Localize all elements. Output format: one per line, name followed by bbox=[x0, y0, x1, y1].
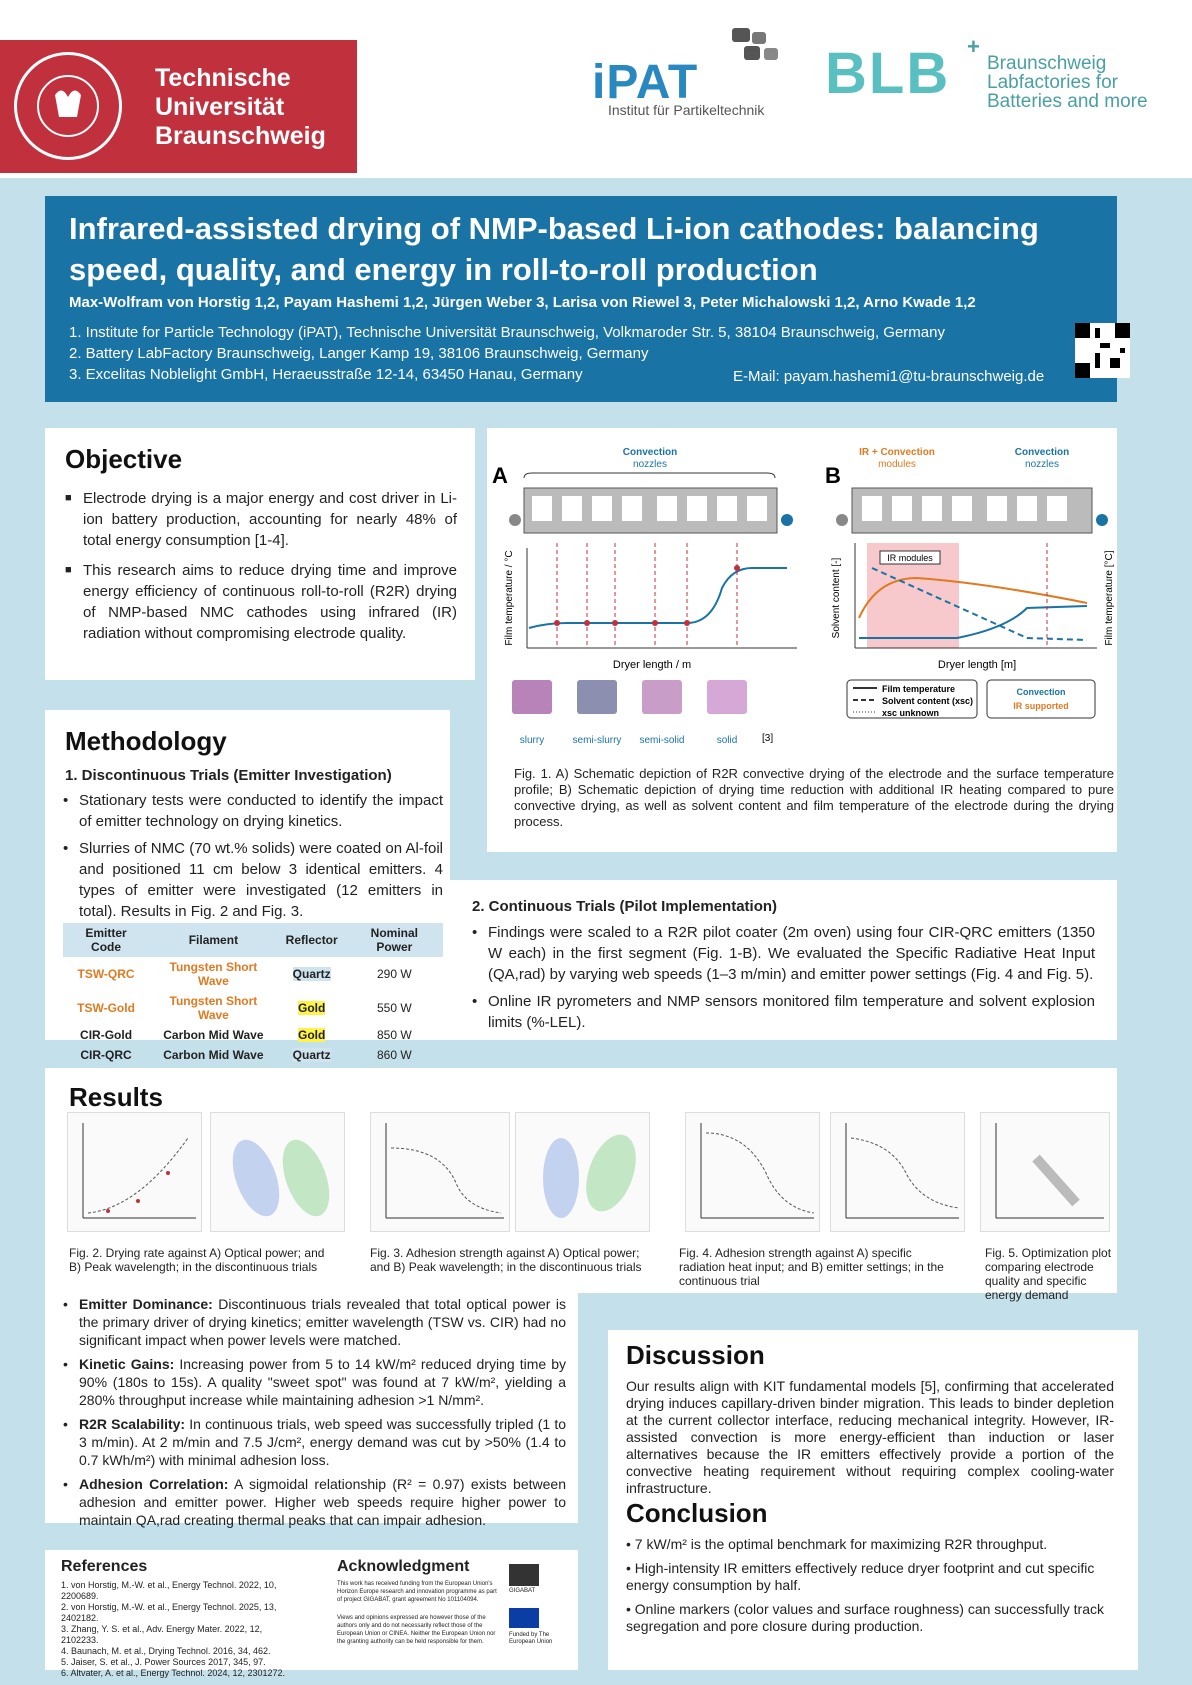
objective-heading: Objective bbox=[65, 444, 183, 474]
acknowledgment-heading: Acknowledgment bbox=[337, 1558, 470, 1575]
reference-item: 4. Baunach, M. et al., Drying Technol. 2016, 34, 462. bbox=[61, 1646, 271, 1656]
fig1-panel-a: A bbox=[492, 463, 508, 488]
methodology-bullet-2: • Slurries of NMC (70 wt.% solids) were coated on Al-foil and positioned 11 cm below 3 identical emitters. 4 types of emitter were investigated (12 emitters in total). Results in Fig. 2 and Fig. 3. bbox=[61, 838, 443, 922]
methodology-bullet-1: • Stationary tests were conducted to identify the impact of emitter technology on drying kinetics. bbox=[61, 790, 443, 832]
fig1-legend-unknown: xsc unknown bbox=[882, 708, 940, 718]
tu-name-line3: Braunschweig bbox=[155, 122, 326, 150]
gigabat-logo-icon bbox=[509, 1564, 539, 1586]
discussion-text: Our results align with KIT fundamental models [5], confirming that accelerated drying induces capillary-driven binder migration. This leads to binder depletion at the current collector interface, reducing mechanical integrity. However, IR-assisted convection is more energy-efficient than induction or laser alternatives because the IR emitters effectively provide a portion of the convective heating requirement without requiring complex cooling-water infrastructure. bbox=[626, 1378, 1114, 1496]
ipat-wordmark: iPAT bbox=[592, 56, 699, 109]
fig5-caption: Fig. 5. Optimization plot comparing electrode quality and specific energy demand bbox=[985, 1246, 1112, 1302]
references-heading: References bbox=[61, 1558, 148, 1575]
blb-subtitle-line3: Batteries and more bbox=[987, 91, 1148, 112]
eu-funded-label: Funded by The European Union bbox=[509, 1632, 553, 1645]
fig3-caption: Fig. 3. Adhesion strength against A) Optical power; and B) Peak wavelength; in the discontinuous trials bbox=[370, 1246, 642, 1274]
fig5-plot bbox=[980, 1112, 1110, 1232]
contact-email[interactable]: E-Mail: payam.hashemi1@tu-braunschweig.de bbox=[733, 368, 1045, 385]
fig3b-plot bbox=[515, 1112, 650, 1232]
conclusion-bullet: • High-intensity IR emitters effectively reduce dryer footprint and cut specific energy consumption by half. bbox=[626, 1560, 1095, 1593]
table-row: CIR-Gold Carbon Mid Wave Gold 850 W bbox=[80, 1028, 412, 1042]
title-box bbox=[45, 196, 1117, 402]
fig1-a-convection: Convection bbox=[622, 447, 678, 458]
reference-item: 6. Altvater, A. et al., Energy Technol. 2024, 12, 2301272. bbox=[61, 1668, 285, 1678]
table-row: TSW-Gold Tungsten Short Wave Gold 550 W bbox=[77, 994, 412, 1022]
qr-code-icon[interactable] bbox=[1075, 323, 1130, 378]
methodology-section bbox=[45, 710, 450, 1062]
tu-name-line2: Universität bbox=[155, 93, 285, 121]
fig1-b-modules: modules bbox=[878, 459, 916, 470]
continuous-bullet-2: • Online IR pyrometers and NMP sensors monitored film temperature and solvent explosion limits (%-LEL). bbox=[470, 991, 1095, 1033]
reference-item: 1. von Horstig, M.-W. et al., Energy Technol. 2022, 10, 2200689. bbox=[61, 1580, 277, 1601]
fig1-schematic bbox=[487, 428, 1117, 758]
acknowledgment-text1: This work has received funding from the European Union's Horizon Europe research and innovation programme as part of project GIGABAT, grant agreement No 101104094. bbox=[337, 1581, 497, 1603]
tu-braunschweig-logo[interactable] bbox=[0, 40, 357, 173]
fig3a-plot bbox=[370, 1112, 510, 1232]
methodology-sub2: 2. Continuous Trials (Pilot Implementation) bbox=[472, 898, 778, 915]
affiliation-1: 1. Institute for Particle Technology (iPAT), Technische Universität Braunschweig, Volkmaroder Str. 5, 38104 Braunschweig, Germany bbox=[69, 324, 945, 341]
result-bullet: • Kinetic Gains: Increasing power from 5 to 14 kW/m² reduced drying time by 90% (180s to 15s). A quality "sweet spot" was found at 7 kW/m², yielding a 280% throughput increase while maintaining adhesion >1 N/mm². bbox=[61, 1355, 566, 1409]
blb-logo[interactable] bbox=[825, 34, 1155, 130]
fig4a-plot bbox=[685, 1112, 820, 1232]
table-header: Filament bbox=[149, 923, 278, 957]
continuous-trials-section bbox=[450, 880, 1117, 1040]
reference-item: 2. von Horstig, M.-W. et al., Energy Technol. 2025, 13, 2402182. bbox=[61, 1602, 277, 1623]
blb-wordmark: BLB bbox=[825, 41, 951, 106]
discussion-heading: Discussion bbox=[626, 1340, 765, 1370]
fig1-b-xlabel: Dryer length [m] bbox=[937, 659, 1017, 671]
tu-seal-icon bbox=[14, 52, 122, 160]
affiliation-2: 2. Battery LabFactory Braunschweig, Langer Kamp 19, 38106 Braunschweig, Germany bbox=[69, 345, 649, 362]
poster-title: Infrared-assisted drying of NMP-based Li-ion cathodes: balancing speed, quality, and energy in roll-to-roll production bbox=[69, 211, 1039, 287]
tu-name-line1: Technische bbox=[155, 64, 291, 92]
fig1-legend-film: Film temperature bbox=[882, 684, 956, 694]
eu-flag-icon bbox=[509, 1608, 539, 1628]
result-bullet: • R2R Scalability: In continuous trials, web speed was successfully tripled (1 to 3 m/min). At 2 m/min and 7.5 J/cm², energy demand was cut by >50% (1.4 to 0.7 kWh/m²) with minimal adhesion loss. bbox=[61, 1415, 566, 1469]
fig1-stage-solid: solid bbox=[716, 735, 738, 746]
reference-item: 3. Zhang, Y. S. et al., Adv. Energy Mater. 2022, 12, 2102233. bbox=[61, 1624, 263, 1645]
fig1-caption: Fig. 1. A) Schematic depiction of R2R convective drying of the electrode and the surface temperature profile; B) Schematic depiction of drying time reduction with additional IR heating compared to pure convective drying, as well as solvent content and film temperature of the electrode during the drying process. bbox=[514, 766, 1114, 829]
result-bullet: • Adhesion Correlation: A sigmoidal relationship (R² = 0.97) exists between adhesion and emitter power. Higher web speeds require higher power to maintain QA,rad creating thermal peaks that can impair adhesion. bbox=[61, 1475, 566, 1529]
conclusion-bullet: • 7 kW/m² is the optimal benchmark for maximizing R2R throughput. bbox=[626, 1536, 1048, 1552]
objective-section bbox=[45, 428, 475, 680]
table-header: Reflector bbox=[278, 923, 346, 957]
table-header: Nominal Power bbox=[346, 923, 443, 957]
objective-bullet-2: ■ This research aims to reduce drying time and improve energy efficiency of continuous roll-to-roll (R2R) drying of NMP-based NMC cathodes using infrared (IR) radiation without compromising electrode quality. bbox=[65, 560, 457, 644]
fig1-a-xlabel: Dryer length / m bbox=[612, 659, 692, 671]
results-section bbox=[45, 1068, 1117, 1302]
acknowledgment-text2: Views and opinions expressed are however those of the authors only and do not necessarily reflect those of the European Union or CINEA. Neither the European Union nor the granting authority can be held responsible for them. bbox=[337, 1615, 496, 1645]
reference-item: 5. Jaiser, S. et al., J. Power Sources 2017, 345, 97. bbox=[61, 1657, 266, 1667]
result-bullet: • Emitter Dominance: Discontinuous trials revealed that total optical power is the primary driver of drying kinetics; emitter wavelength (TSW vs. CIR) had no significant impact when power levels were matched. bbox=[61, 1295, 566, 1349]
fig1-ref: [3] bbox=[762, 733, 774, 744]
table-row: CIR-QRC Carbon Mid Wave Quartz 860 W bbox=[80, 1048, 412, 1062]
fig4-caption: Fig. 4. Adhesion strength against A) specific radiation heat input; and B) emitter settings; in the continuous trial bbox=[679, 1246, 944, 1288]
fig1-stage-semi-slurry: semi-slurry bbox=[572, 735, 622, 746]
blb-subtitle-line1: Braunschweig bbox=[987, 53, 1107, 74]
fig2-caption: Fig. 2. Drying rate against A) Optical power; and B) Peak wavelength; in the discontinuous trials bbox=[69, 1246, 325, 1274]
table-row: TSW-QRC Tungsten Short Wave Quartz 290 W bbox=[77, 960, 412, 988]
fig1-legend-ir: IR supported bbox=[1013, 701, 1069, 711]
results-heading: Results bbox=[69, 1082, 163, 1112]
plus-icon: + bbox=[967, 34, 980, 59]
author-list: Max-Wolfram von Horstig 1,2, Payam Hashemi 1,2, Jürgen Weber 3, Larisa von Riewel 3, Peter Michalowski 1,2, Arno Kwade 1,2 bbox=[69, 294, 976, 311]
fig1-stage-slurry: slurry bbox=[519, 735, 545, 746]
objective-bullet-1: ■ Electrode drying is a major energy and cost driver in Li-ion battery production, accounting for nearly 48% of total energy consumption [1-4]. bbox=[65, 488, 457, 551]
fig2a-plot bbox=[67, 1112, 202, 1232]
results-bullets bbox=[45, 1293, 578, 1528]
fig1-a-nozzles: nozzles bbox=[633, 459, 667, 470]
continuous-bullet-1: • Findings were scaled to a R2R pilot coater (2m oven) using four CIR-QRC emitters (1350 W each) in the first segment (Fig. 1-B). We evaluated the Specific Radiative Heat Input (QA,rad) by varying web speeds (1–3 m/min) and emitter power settings (Fig. 4 and Fig. 5). bbox=[470, 922, 1095, 985]
fig4b-plot bbox=[830, 1112, 965, 1232]
fig1-b-ylabel2: Film temperature [°C] bbox=[1104, 550, 1115, 646]
gigabat-label: GIGABAT bbox=[509, 1588, 536, 1594]
conclusion-bullet: • Online markers (color values and surface roughness) can successfully track segregation and pore closure during production. bbox=[626, 1601, 1104, 1634]
blb-subtitle-line2: Labfactories for bbox=[987, 72, 1118, 93]
fig1-b-nozzles: nozzles bbox=[1025, 459, 1059, 470]
conclusion-heading: Conclusion bbox=[626, 1498, 768, 1528]
emitter-table bbox=[63, 923, 443, 1065]
discussion-section bbox=[608, 1330, 1138, 1670]
fig1-legend-solvent: Solvent content (xsc) bbox=[882, 696, 974, 706]
ipat-blocks-icon bbox=[722, 28, 792, 68]
fig1-panel-b: B bbox=[825, 463, 841, 488]
references-section bbox=[45, 1550, 578, 1678]
ipat-logo[interactable] bbox=[592, 20, 792, 120]
ipat-subtitle: Institut für Partikeltechnik bbox=[608, 102, 765, 118]
affiliation-3: 3. Excelitas Noblelight GmbH, Heraeusstraße 12-14, 63450 Hanau, Germany bbox=[69, 366, 583, 383]
table-header: Emitter Code bbox=[63, 923, 149, 957]
fig1-b-ylabel: Solvent content [-] bbox=[831, 557, 842, 639]
fig1-stage-semi-solid: semi-solid bbox=[639, 735, 685, 746]
fig1-b-convection: Convection bbox=[1014, 447, 1070, 458]
roller-right-icon bbox=[781, 514, 793, 526]
fig1-b-ir-convection: IR + Convection bbox=[859, 447, 935, 458]
fig1-ir-modules-label: IR modules bbox=[887, 553, 933, 563]
methodology-sub1: 1. Discontinuous Trials (Emitter Investigation) bbox=[65, 767, 392, 784]
roller-left-icon bbox=[509, 514, 521, 526]
figure-1 bbox=[487, 428, 1117, 852]
methodology-heading: Methodology bbox=[65, 726, 227, 756]
fig2b-plot bbox=[210, 1112, 345, 1232]
fig1-a-ylabel: Film temperature / °C bbox=[504, 550, 515, 646]
fig1-legend-convection: Convection bbox=[1016, 687, 1066, 697]
